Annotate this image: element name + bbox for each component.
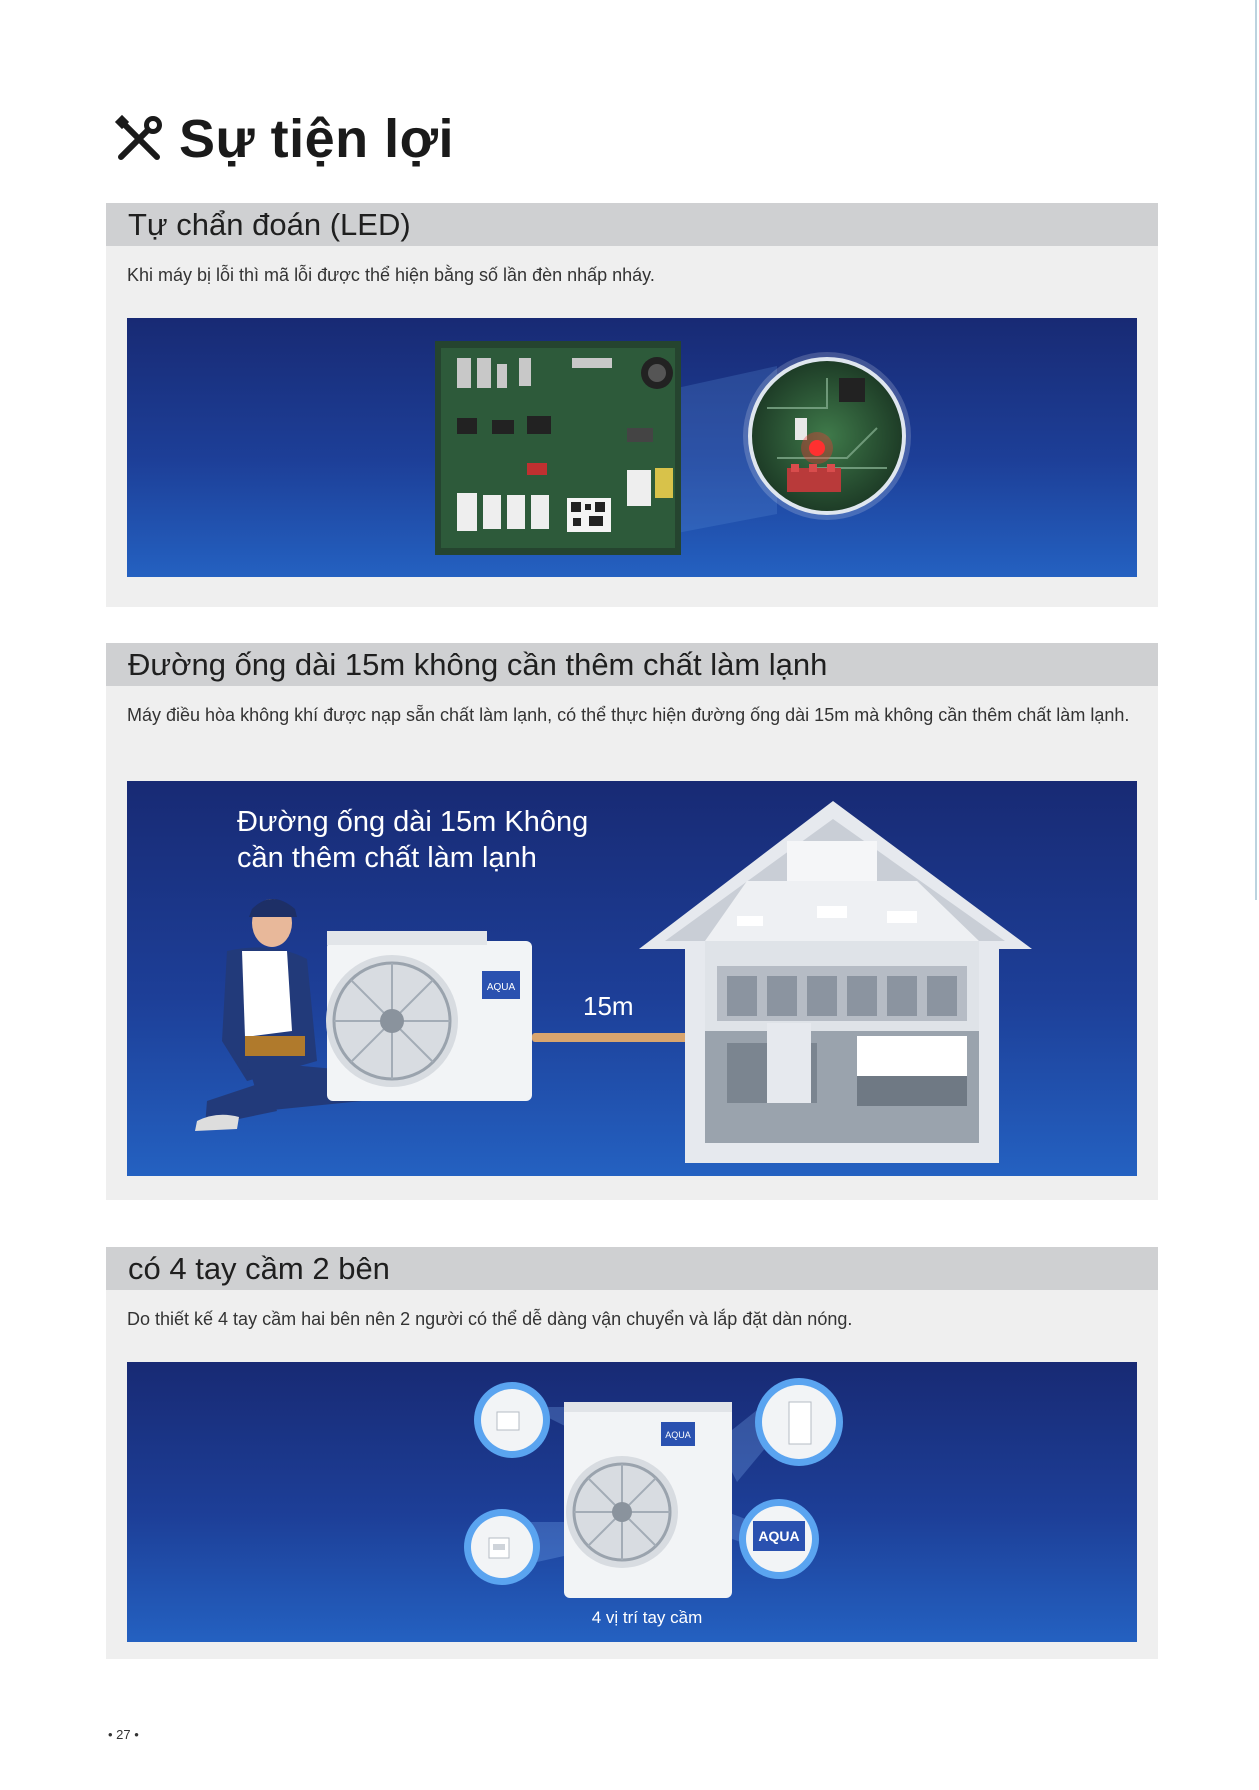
outdoor-unit — [326, 931, 532, 1101]
section-self-diagnosis — [106, 203, 1158, 607]
section-heading: Tự chẩn đoán (LED) — [106, 203, 1158, 246]
brand-logo: AQUA — [486, 982, 516, 993]
page-number: • 27 • — [108, 1727, 139, 1742]
pipe-illustration — [127, 781, 1137, 1176]
handles-illustration — [127, 1362, 1137, 1642]
image-title-line1: Đường ống dài 15m Không — [237, 806, 589, 838]
brand-logo-small: AQUA — [665, 1430, 691, 1440]
brand-zoom-circle — [739, 1499, 819, 1579]
page-title-text: Sự tiện lợi — [179, 109, 455, 169]
led-board-image — [127, 318, 1137, 577]
pipe-length-label: 15m — [583, 991, 634, 1021]
page-edge-line — [1255, 0, 1257, 900]
section-handles — [106, 1247, 1158, 1659]
handle-zoom-top-right — [755, 1378, 843, 1466]
handles-image — [127, 1362, 1137, 1642]
outdoor-unit — [564, 1402, 732, 1598]
handle-zoom-bottom-left — [464, 1509, 540, 1585]
section-heading: Đường ống dài 15m không cần thêm chất làm lạnh — [106, 643, 1158, 686]
refrigerant-pipe — [532, 1033, 692, 1042]
handle-zoom-top-left — [474, 1382, 550, 1458]
handles-caption: 4 vị trí tay cầm — [591, 1608, 703, 1627]
section-description: Máy điều hòa không khí được nạp sẵn chất làm lạnh, có thể thực hiện đường ống dài 15m mà không cần thêm chất làm lạnh. — [127, 705, 1130, 725]
section-description: Khi máy bị lỗi thì mã lỗi được thể hiện bằng số lần đèn nhấp nháy. — [127, 265, 655, 285]
circuit-board-illustration — [127, 318, 1137, 577]
section-description: Do thiết kế 4 tay cầm hai bên nên 2 người có thể dễ dàng vận chuyển và lắp đặt dàn nóng. — [127, 1309, 853, 1329]
image-title-line2: cần thêm chất làm lạnh — [237, 842, 537, 874]
long-pipe-image — [127, 781, 1137, 1176]
tools-icon — [113, 113, 165, 165]
brand-logo: AQUA — [758, 1528, 800, 1544]
section-heading: có 4 tay cầm 2 bên — [106, 1247, 1158, 1290]
page-title — [113, 108, 454, 170]
section-long-pipe — [106, 643, 1158, 1200]
house-illustration — [639, 801, 1032, 1163]
